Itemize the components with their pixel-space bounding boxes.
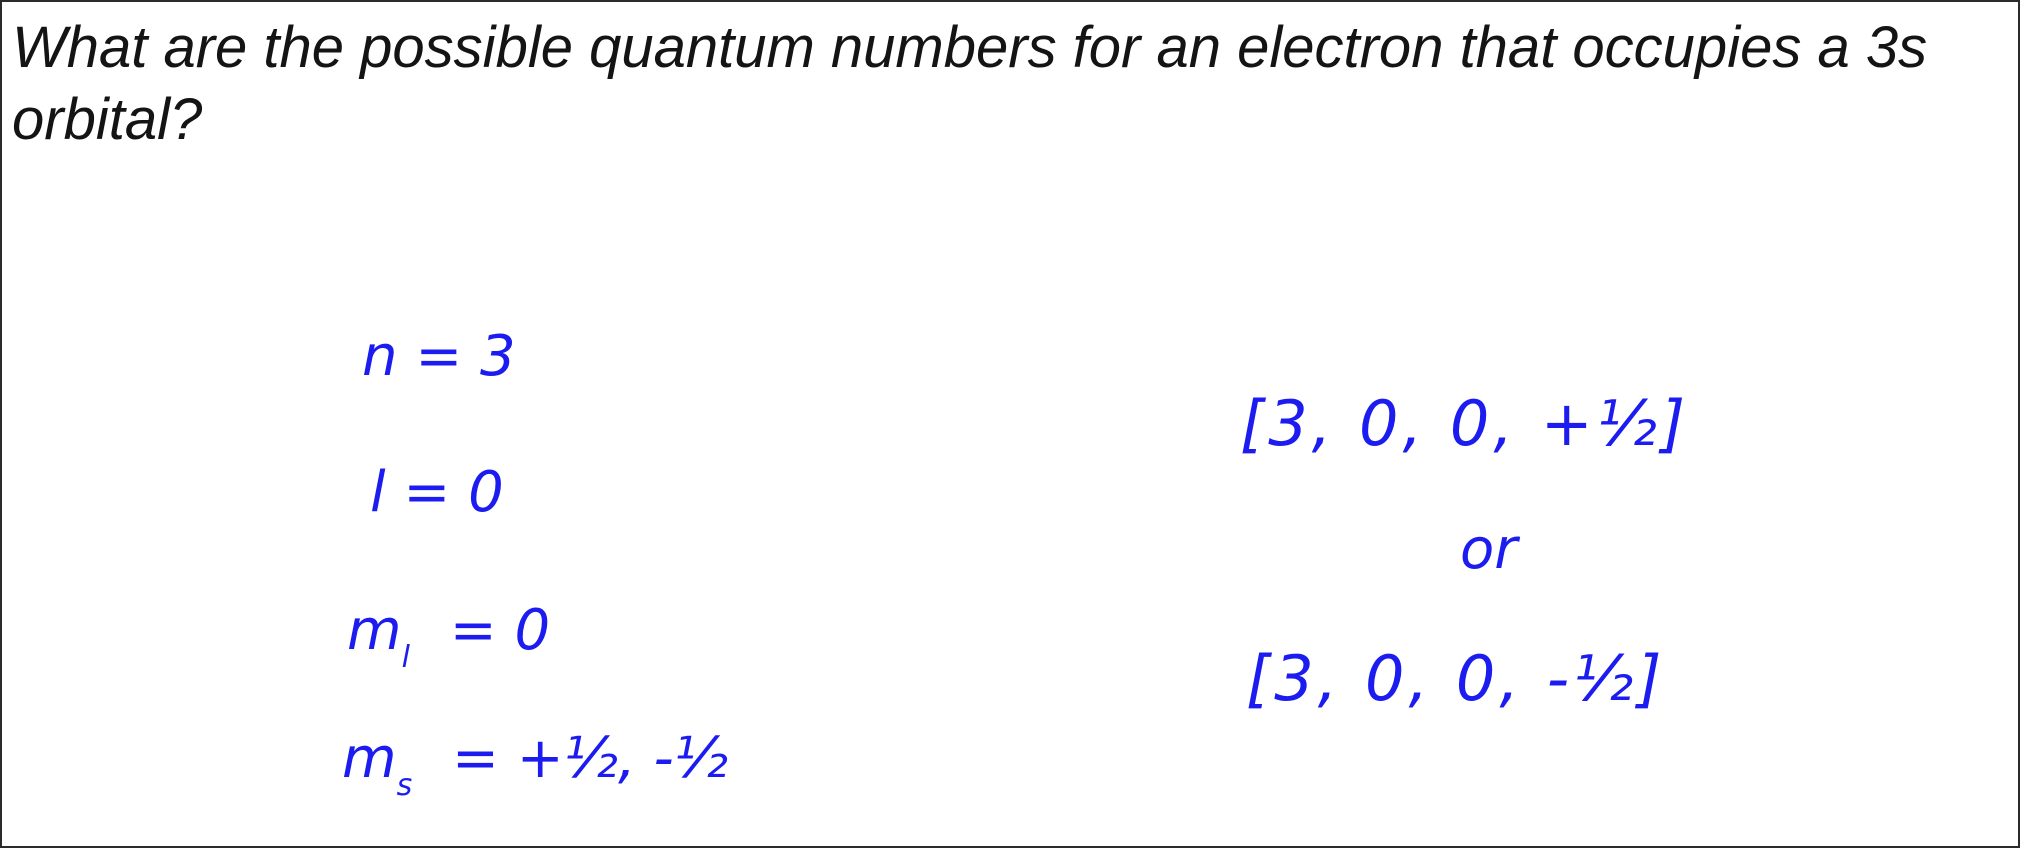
ms-subscript: s [396, 768, 413, 803]
quantum-set-positive-spin: [3, 0, 0, +½] [1240, 387, 1690, 460]
n-value: = 3 [415, 324, 516, 389]
ml-symbol: m [347, 598, 402, 663]
l-symbol: l [370, 460, 386, 525]
ms-value: = +½, -½ [452, 726, 729, 791]
quantum-set-negative-spin: [3, 0, 0, -½] [1246, 642, 1666, 715]
spin-quantum-number [342, 726, 729, 803]
ml-value: = 0 [449, 598, 551, 663]
angular-quantum-number [370, 460, 504, 525]
ml-subscript: l [401, 640, 410, 675]
ms-symbol: m [342, 726, 397, 791]
n-symbol: n [362, 324, 398, 389]
principal-quantum-number [362, 324, 516, 389]
magnetic-quantum-number [347, 598, 551, 675]
question-text: What are the possible quantum numbers for an electron that occupies a 3s orbital? [12, 15, 1928, 152]
or-connector: or [1460, 517, 1518, 582]
l-value: = 0 [403, 460, 504, 525]
